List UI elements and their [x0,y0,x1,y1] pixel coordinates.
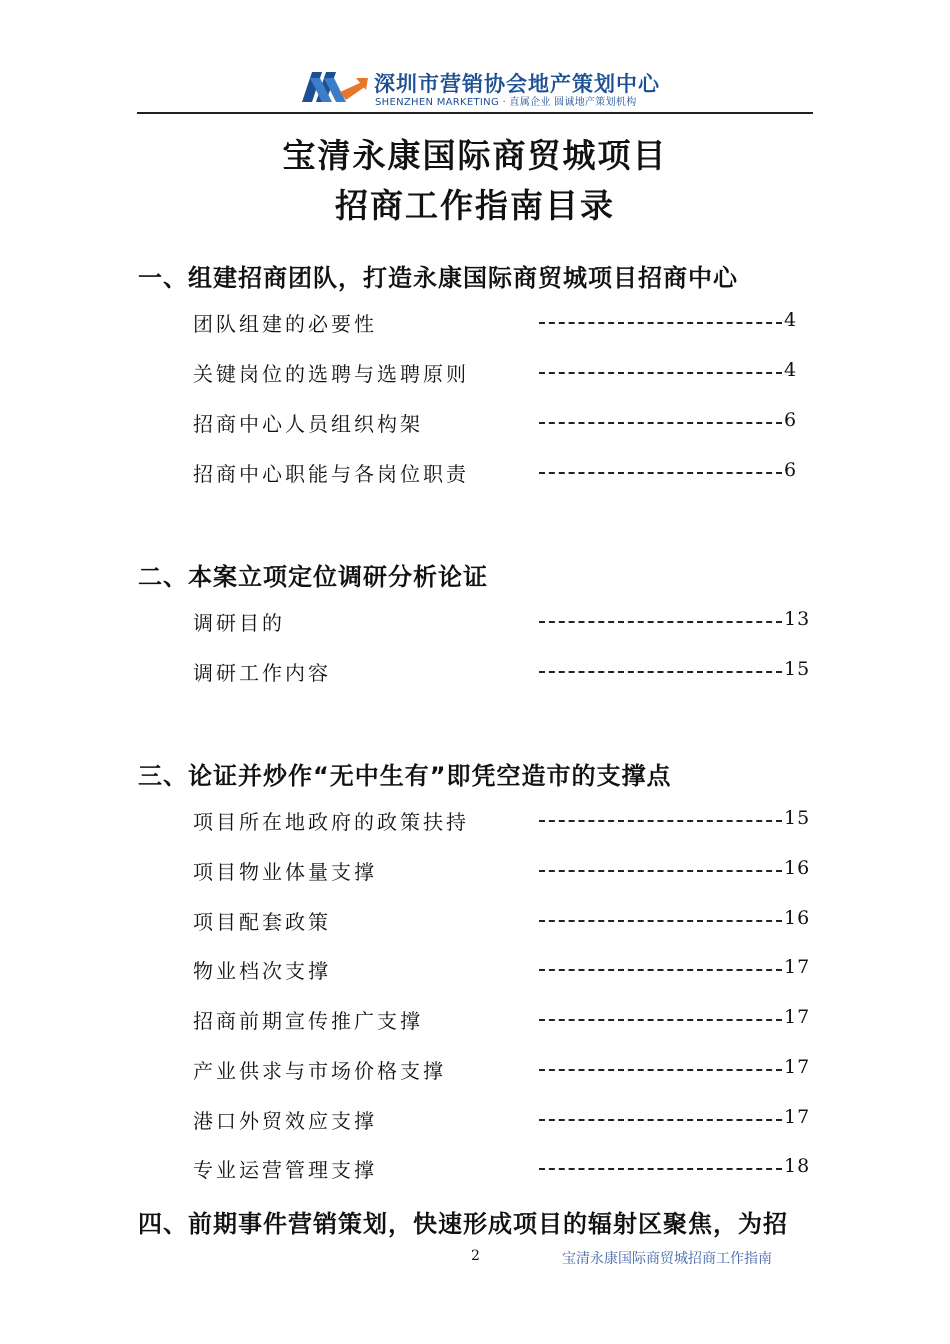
company-logo-icon [302,70,368,104]
company-name-cn: 深圳市营销协会地产策划中心 [374,72,660,96]
toc-item-label: 物业档次支撑 [193,959,331,983]
document-title: 宝清永康国际商贸城项目 [282,136,668,175]
toc-page-number: 16 [784,907,811,929]
toc-item[interactable] [193,1154,813,1184]
toc-page-number: 13 [784,608,811,630]
toc-item-label: 专业运营管理支撑 [193,1158,377,1182]
toc-item[interactable] [193,906,813,936]
toc-item[interactable] [193,358,813,388]
toc-item-label: 产业供求与市场价格支撑 [193,1059,446,1083]
toc-page-number: 18 [784,1155,811,1177]
toc-item-label: 调研工作内容 [193,661,331,685]
toc-item[interactable] [193,1105,813,1135]
section-heading-3: 三、论证并炒作“无中生有”即凭空造市的支撑点 [138,762,672,790]
toc-page-number: 17 [784,956,811,978]
toc-page-number: 6 [784,459,798,481]
toc-item-label: 项目配套政策 [193,910,331,934]
toc-leader-line [539,920,782,922]
toc-leader-line [539,372,782,374]
toc-item[interactable] [193,1005,813,1035]
toc-item-label: 项目所在地政府的政策扶持 [193,810,469,834]
page-header [0,62,950,112]
toc-item[interactable] [193,955,813,985]
toc-item[interactable] [193,856,813,886]
toc-item[interactable] [193,308,813,338]
toc-page-number: 15 [784,658,811,680]
toc-item-label: 招商前期宣传推广支撑 [193,1009,423,1033]
toc-item-label: 招商中心职能与各岗位职责 [193,462,469,486]
toc-item[interactable] [193,458,813,488]
toc-page-number: 17 [784,1006,811,1028]
toc-leader-line [539,1119,782,1121]
toc-item-label: 项目物业体量支撑 [193,860,377,884]
toc-leader-line [539,820,782,822]
toc-page-number: 17 [784,1056,811,1078]
toc-leader-line [539,1069,782,1071]
toc-page-number: 6 [784,409,798,431]
toc-item[interactable] [193,607,813,637]
toc-page-number: 16 [784,857,811,879]
toc-leader-line [539,671,782,673]
toc-item[interactable] [193,806,813,836]
toc-page-number: 4 [784,359,798,381]
toc-leader-line [539,322,782,324]
toc-item[interactable] [193,408,813,438]
footer-document-title: 宝清永康国际商贸城招商工作指南 [562,1251,772,1267]
header-divider [137,112,813,114]
toc-item[interactable] [193,657,813,687]
toc-leader-line [539,472,782,474]
toc-leader-line [539,621,782,623]
toc-page-number: 4 [784,309,798,331]
toc-item-label: 关键岗位的选聘与选聘原则 [193,362,469,386]
toc-leader-line [539,1168,782,1170]
toc-item-label: 港口外贸效应支撑 [193,1109,377,1133]
toc-page-number: 17 [784,1106,811,1128]
section-heading-4: 四、前期事件营销策划，快速形成项目的辐射区聚焦，为招 [138,1210,788,1238]
company-name-en: SHENZHEN MARKETING · 直属企业 圆诚地产策划机构 [375,97,637,108]
toc-leader-line [539,870,782,872]
toc-leader-line [539,969,782,971]
toc-item-label: 招商中心人员组织构架 [193,412,423,436]
toc-item-label: 调研目的 [193,611,285,635]
toc-item[interactable] [193,1055,813,1085]
toc-leader-line [539,1019,782,1021]
document-subtitle: 招商工作指南目录 [335,186,615,225]
toc-leader-line [539,422,782,424]
section-heading-2: 二、本案立项定位调研分析论证 [138,563,488,591]
toc-page-number: 15 [784,807,811,829]
footer-page-number: 2 [471,1248,480,1264]
toc-item-label: 团队组建的必要性 [193,312,377,336]
section-heading-1: 一、组建招商团队，打造永康国际商贸城项目招商中心 [138,264,738,292]
